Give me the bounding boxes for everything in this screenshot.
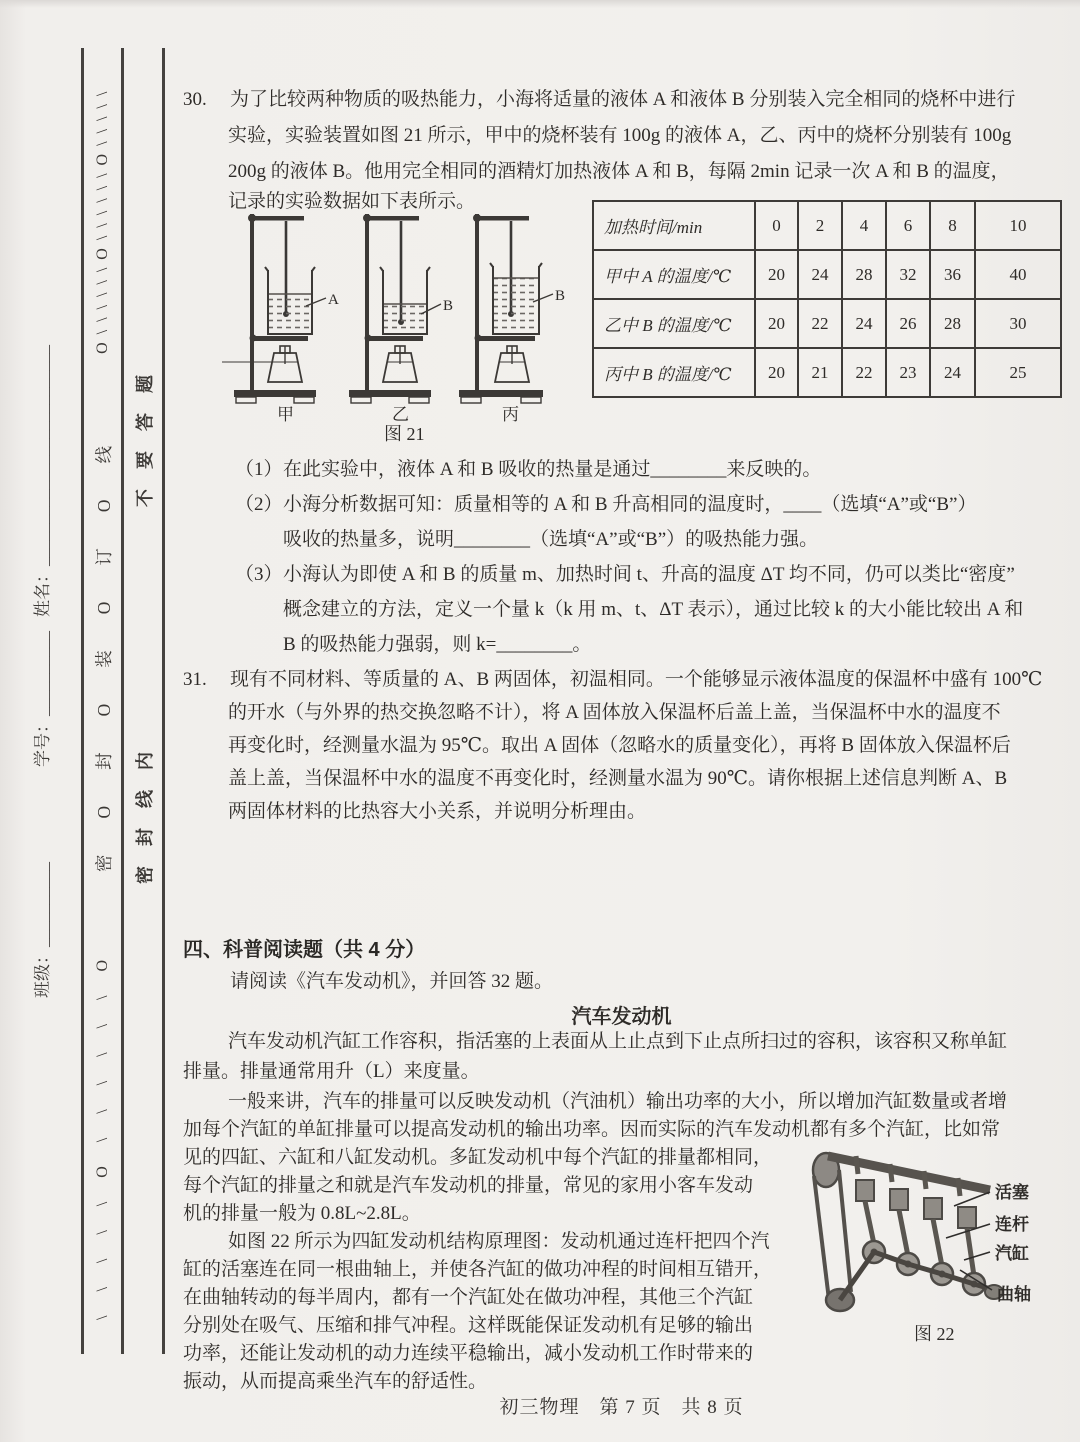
- heating-data-table: [592, 200, 1062, 398]
- table-cell: 32: [886, 250, 930, 299]
- q30-line-2: 实验，实验装置如图 21 所示，甲中的烧杯装有 100g 的液体 A，乙、丙中的烧杯分别装有 100g: [228, 125, 1012, 146]
- q30-sub2-line2: 吸收的热量多，说明________（选填“A”或“B”）的吸热能力强。: [283, 529, 819, 550]
- table-cell: 乙中 B 的温度/℃: [593, 299, 755, 348]
- q30-number: 30.: [183, 89, 207, 110]
- q30-sub3-line1: （3）小海认为即使 A 和 B 的质量 m、加热时间 t、升高的温度 ΔT 均不同，仍可以类比“密度”: [235, 564, 1015, 585]
- table-cell: 8: [930, 201, 975, 250]
- section4-heading: 四、科普阅读题（共 4 分）: [183, 939, 426, 961]
- label-cylinder: 汽缸: [995, 1244, 1029, 1263]
- figure-22-engine: [798, 1140, 1060, 1345]
- alcohol-lamp: [222, 346, 302, 382]
- table-cell: 28: [930, 299, 975, 348]
- article-p2-line5: 机的排量一般为 0.8L~2.8L。: [183, 1203, 421, 1224]
- class-field: 班级：__________: [32, 862, 52, 998]
- table-cell: 20: [755, 250, 798, 299]
- seal-warning-strip: [127, 48, 161, 1354]
- student-info-strip: [22, 252, 58, 1012]
- q31-line-1: 31. 现有不同材料、等质量的 A、B 两固体，初温相同。一个能够显示液体温度的保温杯中盛有 100℃: [183, 669, 1043, 690]
- table-row: [593, 299, 1061, 348]
- figure-22-caption: 图 22: [914, 1324, 955, 1344]
- article-p3-line2: 缸的活塞连在同一根曲轴上，并使各汽缸的做功冲程的时间相互错开，: [183, 1259, 773, 1280]
- q31-line-4: 盖上盖，当保温杯中水的温度不再变化时，经测量水温为 90℃。请你根据上述信息判断 A、B: [228, 768, 1008, 789]
- liquid-label: A: [328, 292, 339, 308]
- stand-yi: [349, 214, 453, 424]
- q30-line-4: 记录的实验数据如下表所示。: [228, 191, 476, 212]
- table-cell: 36: [930, 250, 975, 299]
- table-cell: 20: [755, 348, 798, 397]
- table-cell: 25: [975, 348, 1061, 397]
- table-cell: 6: [886, 201, 930, 250]
- section4-intro: 请阅读《汽车发动机》，并回答 32 题。: [230, 971, 554, 992]
- table-cell: 21: [798, 348, 842, 397]
- table-cell: 26: [886, 299, 930, 348]
- label-connecting-rod: 连杆: [995, 1215, 1029, 1234]
- binding-line-text: 密O封O装O订O线: [93, 409, 114, 872]
- q30-line-1: 30. 为了比较两种物质的吸热能力，小海将适量的液体 A 和液体 B 分别装入完全相同的烧杯中进行: [183, 89, 1016, 110]
- article-p3-line5: 功率，还能让发动机的动力连续平稳输出，减小发动机工作时带来的: [183, 1343, 754, 1364]
- seal-warning-part2: 不要答题: [135, 355, 155, 507]
- q30-sub3-line2: 概念建立的方法，定义一个量 k（k 用 m、t、ΔT 表示），通过比较 k 的大小能比较出 A 和: [283, 599, 1024, 620]
- engine-illustration: [813, 1153, 1003, 1311]
- article-p2-line2: 加每个汽缸的单缸排量可以提高发动机的输出功率。因而实际的汽车发动机都有多个汽缸，比如常: [183, 1119, 1001, 1140]
- table-cell: 4: [842, 201, 886, 250]
- label-crankshaft: 曲轴: [997, 1285, 1031, 1304]
- seal-rule-right: [162, 48, 165, 1354]
- binding-hatch-upper: O\\\\\\O\\\\\\O\\\\\: [94, 83, 111, 354]
- q30-sub3-line3: B 的吸热能力强弱，则 k=________。: [283, 634, 592, 655]
- q31-line-5: 两固体材料的比热容大小关系，并说明分析理由。: [228, 801, 647, 822]
- table-cell: 甲中 A 的温度/℃: [593, 250, 755, 299]
- table-cell: 加热时间/min: [593, 201, 755, 250]
- leader-cylinder: [964, 1252, 990, 1260]
- article-p2-line3: 见的四缸、六缸和八缸发动机。多缸发动机中每个汽缸的排量都相同，: [183, 1147, 773, 1168]
- article-p3-line4: 分别处在吸气、压缩和排气冲程。这样既能保证发动机有足够的输出: [183, 1315, 754, 1336]
- binding-line-strip: [86, 48, 120, 1354]
- table-cell: 24: [798, 250, 842, 299]
- table-row: [593, 348, 1061, 397]
- name-field: 姓名：__________________________: [32, 345, 52, 617]
- liquid: [269, 294, 311, 333]
- article-p3-line3: 在曲轴转动的每半周内，都有一个汽缸处在做功冲程，其他三个汽缸: [183, 1287, 754, 1308]
- binding-hatch-lower: \\\\\O\\\\\\O: [94, 935, 111, 1320]
- label-piston: 活塞: [995, 1183, 1029, 1202]
- article-p2-line1: 一般来讲，汽车的排量可以反映发动机（汽油机）输出功率的大小，所以增加汽缸数量或者增: [228, 1091, 1008, 1112]
- liquid: [494, 278, 538, 333]
- table-cell: 2: [798, 201, 842, 250]
- table-header-row: [593, 201, 1061, 250]
- table-cell: 30: [975, 299, 1061, 348]
- q30-sub2-line1: （2）小海分析数据可知：质量相等的 A 和 B 升高相同的温度时，____（选填“A”或“B”）: [235, 494, 977, 515]
- article-p3-line1: 如图 22 所示为四缸发动机结构原理图：发动机通过连杆把四个汽: [228, 1231, 770, 1252]
- scan-edge: [0, 0, 1080, 8]
- table-cell: 40: [975, 250, 1061, 299]
- table-cell: 23: [886, 348, 930, 397]
- article-p1-line1: 汽车发动机汽缸工作容积，指活塞的上表面从上止点到下止点所扫过的容积，该容积又称单缸: [228, 1031, 1008, 1052]
- table-cell: 丙中 B 的温度/℃: [593, 348, 755, 397]
- seal-rule-middle: [121, 48, 124, 1354]
- seal-warning-part1: 密封线内: [135, 732, 155, 884]
- figure-21-caption: 图 21: [384, 424, 425, 444]
- liquid: [384, 304, 426, 333]
- article-p2-line4: 每个汽缸的排量之和就是汽车发动机的排量，常见的家用小客车发动: [183, 1175, 754, 1196]
- alcohol-lamp: [383, 346, 417, 382]
- figure-21-apparatus: [222, 212, 590, 444]
- table-cell: 22: [842, 348, 886, 397]
- table-cell: 0: [755, 201, 798, 250]
- q30-sub1: （1）在此实验中，液体 A 和 B 吸收的热量是通过________来反映的。: [235, 459, 822, 480]
- table-row: [593, 250, 1061, 299]
- stand-bing: [459, 214, 565, 424]
- stand-caption: 丙: [502, 405, 519, 424]
- stand-caption: 甲: [277, 405, 294, 424]
- stand-caption: 乙: [392, 405, 409, 424]
- q30-line-3: 200g 的液体 B。他用完全相同的酒精灯加热液体 A 和 B，每隔 2min 记录一次 A 和 B 的温度，: [228, 161, 1010, 182]
- footer-page-info: 初三物理 第 7 页 共 8 页: [499, 1397, 744, 1418]
- article-title: 汽车发动机: [571, 1006, 672, 1028]
- liquid-label: B: [443, 298, 454, 314]
- student-id-field: 学号：__________: [32, 631, 52, 767]
- stand-jia: [222, 214, 339, 424]
- article-p3-line6: 振动，从而提高乘坐汽车的舒适性。: [183, 1371, 488, 1392]
- table-cell: 20: [755, 299, 798, 348]
- article-p1-line2: 排量。排量通常用升（L）来度量。: [183, 1061, 480, 1082]
- liquid-label: B: [555, 288, 566, 304]
- table-cell: 22: [798, 299, 842, 348]
- table-cell: 24: [930, 348, 975, 397]
- q31-line-3: 再变化时，经测量水温为 95℃。取出 A 固体（忽略水的质量变化），再将 B 固体放入保温杯后: [228, 735, 1011, 756]
- alcohol-lamp: [495, 346, 529, 382]
- q31-number: 31.: [183, 669, 207, 690]
- q31-line-2: 的开水（与外界的热交换忽略不计），将 A 固体放入保温杯后盖上盖，当保温杯中水的温度不: [228, 702, 1001, 723]
- table-cell: 28: [842, 250, 886, 299]
- table-cell: 24: [842, 299, 886, 348]
- seal-rule-left: [81, 48, 84, 1354]
- table-cell: 10: [975, 201, 1061, 250]
